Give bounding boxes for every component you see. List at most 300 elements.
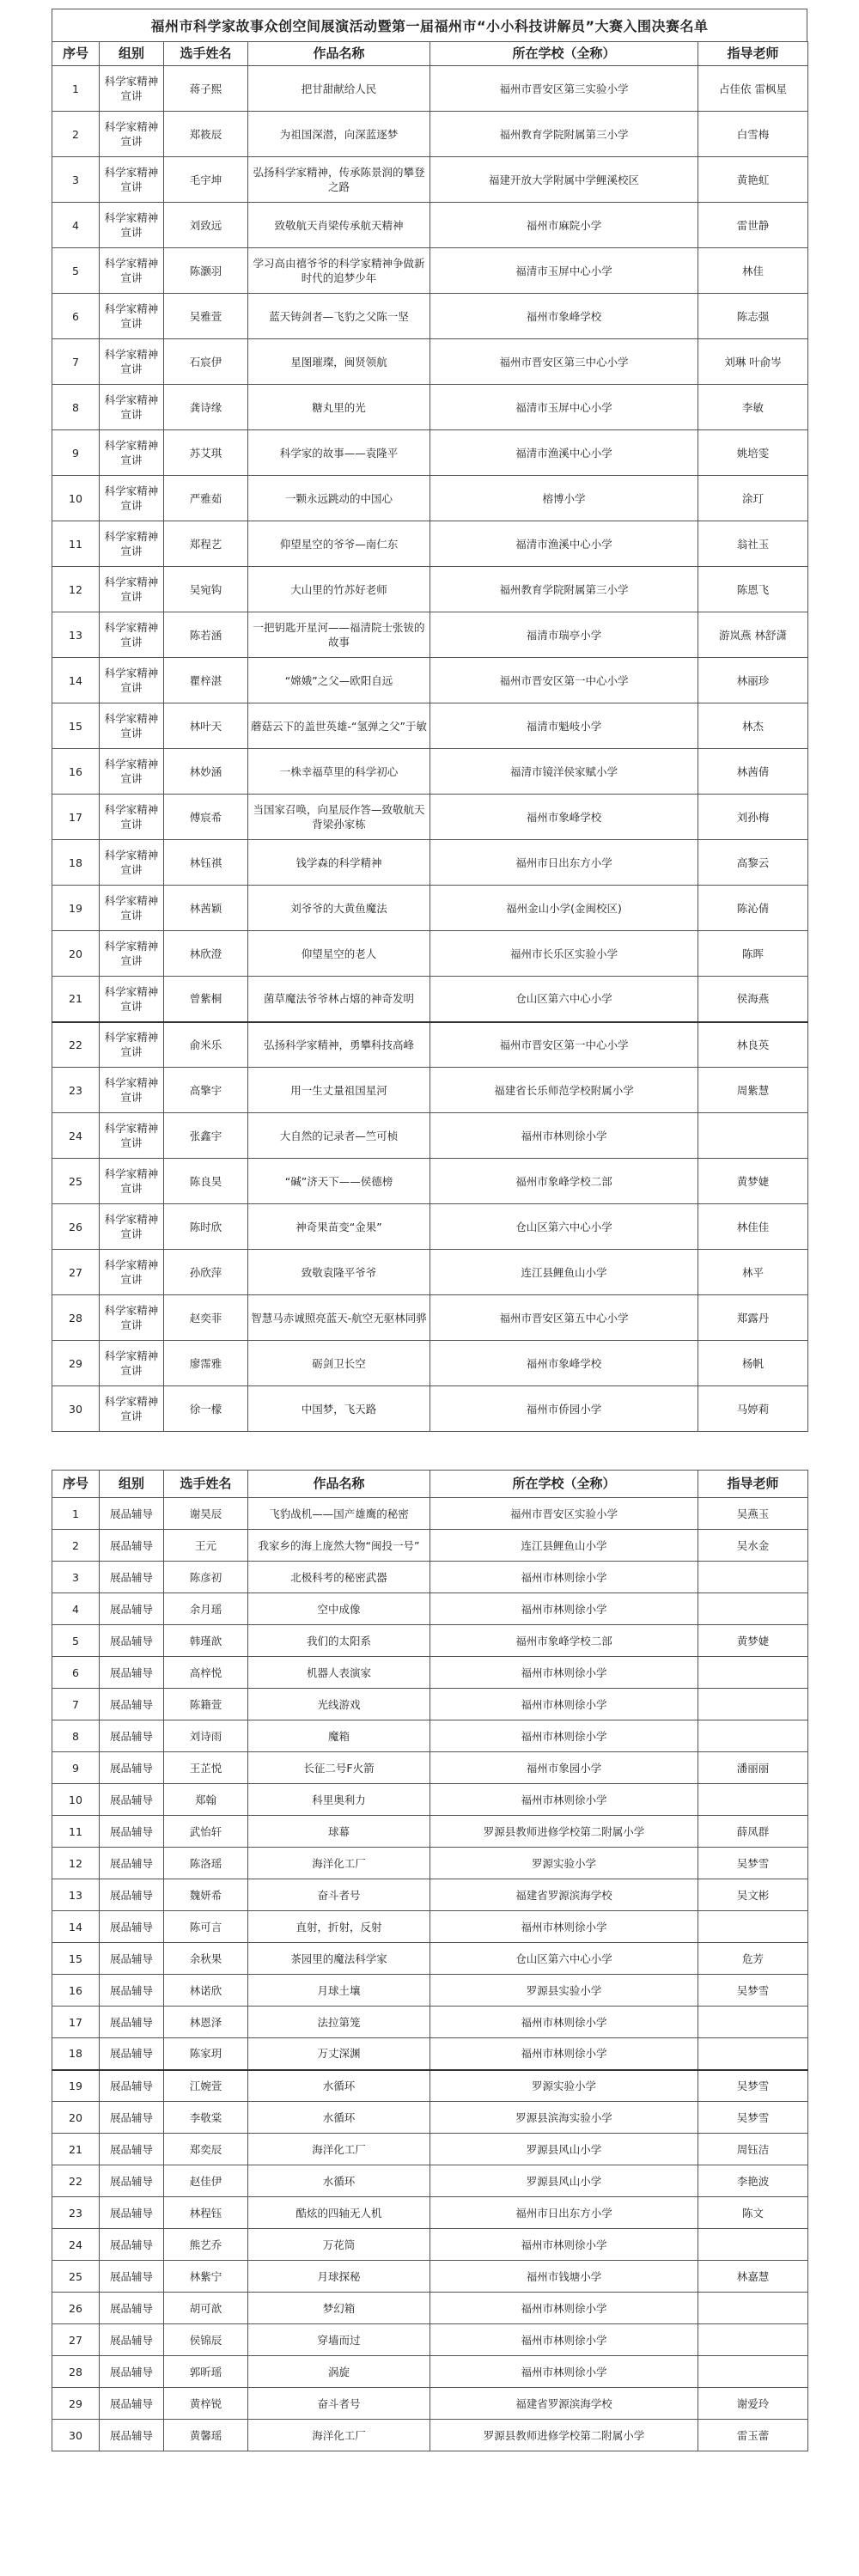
cell-work: 光线游戏 bbox=[248, 1689, 430, 1720]
cell-group: 展品辅导 bbox=[100, 1625, 164, 1657]
cell-name: 俞米乐 bbox=[164, 1022, 248, 1068]
cell-group: 展品辅导 bbox=[100, 2388, 164, 2420]
cell-school: 福州市林则徐小学 bbox=[430, 1911, 698, 1943]
cell-index: 13 bbox=[52, 1879, 100, 1911]
cell-work: 学习高由禧爷爷的科学家精神争做新时代的追梦少年 bbox=[248, 248, 430, 294]
cell-index: 25 bbox=[52, 1159, 100, 1204]
cell-school: 福清市渔溪中心小学 bbox=[430, 430, 698, 476]
cell-work: 穿墙而过 bbox=[248, 2324, 430, 2356]
table-row bbox=[52, 931, 808, 977]
cell-group: 科学家精神宣讲 bbox=[100, 294, 164, 339]
cell-name: 林钰祺 bbox=[164, 840, 248, 886]
table-row bbox=[52, 2070, 808, 2102]
cell-teacher: 雷玉蕾 bbox=[698, 2420, 808, 2451]
cell-school: 福州市晋安区第一中心小学 bbox=[430, 658, 698, 703]
cell-name: 徐一檬 bbox=[164, 1386, 248, 1432]
cell-teacher: 潘丽丽 bbox=[698, 1752, 808, 1784]
cell-teacher: 薛凤群 bbox=[698, 1816, 808, 1848]
cell-work: 水循环 bbox=[248, 2165, 430, 2197]
table-row bbox=[52, 1720, 808, 1752]
cell-teacher: 林良英 bbox=[698, 1022, 808, 1068]
cell-teacher: 白雪梅 bbox=[698, 112, 808, 157]
cell-school: 福州市象峰学校二部 bbox=[430, 1625, 698, 1657]
cell-index: 3 bbox=[52, 157, 100, 203]
cell-group: 展品辅导 bbox=[100, 2324, 164, 2356]
cell-school: 福州市林则徐小学 bbox=[430, 1720, 698, 1752]
cell-work: 长征二号F火箭 bbox=[248, 1752, 430, 1784]
cell-name: 刘诗雨 bbox=[164, 1720, 248, 1752]
cell-name: 蒋子熙 bbox=[164, 66, 248, 112]
cell-name: 余秋果 bbox=[164, 1943, 248, 1975]
table-row bbox=[52, 2165, 808, 2197]
cell-teacher: 李敏 bbox=[698, 385, 808, 430]
cell-index: 21 bbox=[52, 977, 100, 1022]
cell-school: 福清市魁岐小学 bbox=[430, 703, 698, 749]
cell-teacher: 翁社玉 bbox=[698, 521, 808, 567]
table-row bbox=[52, 2134, 808, 2165]
cell-teacher bbox=[698, 1911, 808, 1943]
cell-work: 海洋化工厂 bbox=[248, 1848, 430, 1879]
cell-school: 福州市林则徐小学 bbox=[430, 2007, 698, 2038]
cell-name: 毛宇坤 bbox=[164, 157, 248, 203]
cell-group: 科学家精神宣讲 bbox=[100, 840, 164, 886]
cell-index: 19 bbox=[52, 2070, 100, 2102]
table-row bbox=[52, 977, 808, 1022]
cell-teacher: 吴文彬 bbox=[698, 1879, 808, 1911]
cell-group: 展品辅导 bbox=[100, 2165, 164, 2197]
cell-work: 法拉第笼 bbox=[248, 2007, 430, 2038]
cell-index: 5 bbox=[52, 248, 100, 294]
cell-work: 当国家召唤，向星辰作答—致敬航天背梁孙家栋 bbox=[248, 795, 430, 840]
cell-group: 科学家精神宣讲 bbox=[100, 1341, 164, 1386]
cell-group: 展品辅导 bbox=[100, 1530, 164, 1562]
table-row bbox=[52, 157, 808, 203]
cell-group: 展品辅导 bbox=[100, 1720, 164, 1752]
cell-index: 18 bbox=[52, 2038, 100, 2070]
cell-school: 福清市瑞亭小学 bbox=[430, 612, 698, 658]
cell-name: 高擎宇 bbox=[164, 1068, 248, 1113]
cell-group: 展品辅导 bbox=[100, 2070, 164, 2102]
cell-teacher: 林嘉慧 bbox=[698, 2261, 808, 2293]
cell-school: 罗源县风山小学 bbox=[430, 2134, 698, 2165]
cell-index: 4 bbox=[52, 203, 100, 248]
cell-work: 梦幻箱 bbox=[248, 2293, 430, 2324]
table-row bbox=[52, 203, 808, 248]
cell-index: 10 bbox=[52, 1784, 100, 1816]
cell-name: 武怡轩 bbox=[164, 1816, 248, 1848]
cell-group: 展品辅导 bbox=[100, 1657, 164, 1689]
cell-name: 侯锦辰 bbox=[164, 2324, 248, 2356]
cell-name: 郑翰 bbox=[164, 1784, 248, 1816]
cell-group: 科学家精神宣讲 bbox=[100, 112, 164, 157]
cell-group: 科学家精神宣讲 bbox=[100, 66, 164, 112]
cell-index: 6 bbox=[52, 1657, 100, 1689]
cell-school: 福建省长乐师范学校附属小学 bbox=[430, 1068, 698, 1113]
cell-index: 12 bbox=[52, 567, 100, 612]
cell-teacher: 杨帆 bbox=[698, 1341, 808, 1386]
cell-group: 科学家精神宣讲 bbox=[100, 203, 164, 248]
cell-school: 罗源县实验小学 bbox=[430, 1975, 698, 2007]
cell-work: 把甘甜献给人民 bbox=[248, 66, 430, 112]
cell-teacher: 林杰 bbox=[698, 703, 808, 749]
cell-school: 福州市林则徐小学 bbox=[430, 2356, 698, 2388]
cell-name: 林叶天 bbox=[164, 703, 248, 749]
cell-teacher: 侯海燕 bbox=[698, 977, 808, 1022]
finalist-table-science-lecture bbox=[52, 41, 808, 1432]
cell-index: 22 bbox=[52, 1022, 100, 1068]
cell-name: 郑奕辰 bbox=[164, 2134, 248, 2165]
table-row bbox=[52, 795, 808, 840]
table-row bbox=[52, 1068, 808, 1113]
cell-school: 福州市林则徐小学 bbox=[430, 1562, 698, 1593]
cell-work: 茶园里的魔法科学家 bbox=[248, 1943, 430, 1975]
cell-group: 科学家精神宣讲 bbox=[100, 1068, 164, 1113]
cell-name: 吴宛钩 bbox=[164, 567, 248, 612]
cell-name: 陈时欣 bbox=[164, 1204, 248, 1250]
cell-index: 24 bbox=[52, 2229, 100, 2261]
header-index: 序号 bbox=[52, 42, 100, 66]
cell-name: 吴雅萱 bbox=[164, 294, 248, 339]
cell-group: 科学家精神宣讲 bbox=[100, 157, 164, 203]
header-group: 组别 bbox=[100, 42, 164, 66]
cell-index: 28 bbox=[52, 1295, 100, 1341]
cell-index: 16 bbox=[52, 1975, 100, 2007]
table-row bbox=[52, 430, 808, 476]
cell-school: 福建开放大学附属中学鲤溪校区 bbox=[430, 157, 698, 203]
table-row bbox=[52, 1113, 808, 1159]
cell-group: 展品辅导 bbox=[100, 1593, 164, 1625]
cell-work: 一把钥匙开星河——福清院士张钹的故事 bbox=[248, 612, 430, 658]
cell-name: 李敬棠 bbox=[164, 2102, 248, 2134]
cell-index: 15 bbox=[52, 1943, 100, 1975]
cell-name: 熊艺乔 bbox=[164, 2229, 248, 2261]
cell-school: 仓山区第六中心小学 bbox=[430, 977, 698, 1022]
table-row bbox=[52, 2356, 808, 2388]
cell-school: 福州市林则徐小学 bbox=[430, 2293, 698, 2324]
cell-work: 神奇果苗变“金果” bbox=[248, 1204, 430, 1250]
cell-index: 1 bbox=[52, 66, 100, 112]
cell-group: 科学家精神宣讲 bbox=[100, 567, 164, 612]
cell-index: 10 bbox=[52, 476, 100, 521]
cell-school: 仓山区第六中心小学 bbox=[430, 1204, 698, 1250]
cell-index: 30 bbox=[52, 2420, 100, 2451]
cell-work: 机器人表演家 bbox=[248, 1657, 430, 1689]
cell-group: 展品辅导 bbox=[100, 1911, 164, 1943]
cell-index: 18 bbox=[52, 840, 100, 886]
cell-school: 连江县鲤鱼山小学 bbox=[430, 1530, 698, 1562]
cell-name: 陈良昊 bbox=[164, 1159, 248, 1204]
cell-work: 蘑菇云下的盖世英雄-“氢弹之父”于敏 bbox=[248, 703, 430, 749]
cell-work: 中国梦，飞天路 bbox=[248, 1386, 430, 1432]
cell-work: 水循环 bbox=[248, 2070, 430, 2102]
cell-work: “碱”济天下——侯德榜 bbox=[248, 1159, 430, 1204]
cell-index: 13 bbox=[52, 612, 100, 658]
cell-group: 展品辅导 bbox=[100, 1975, 164, 2007]
cell-teacher: 姚培雯 bbox=[698, 430, 808, 476]
table-row bbox=[52, 1204, 808, 1250]
cell-group: 科学家精神宣讲 bbox=[100, 931, 164, 977]
cell-work: 弘扬科学家精神，传承陈景润的攀登之路 bbox=[248, 157, 430, 203]
cell-name: 苏艾琪 bbox=[164, 430, 248, 476]
cell-name: 林诺欣 bbox=[164, 1975, 248, 2007]
cell-teacher: 陈晖 bbox=[698, 931, 808, 977]
cell-index: 8 bbox=[52, 1720, 100, 1752]
header-name: 选手姓名 bbox=[164, 1471, 248, 1498]
cell-teacher: 刘孙梅 bbox=[698, 795, 808, 840]
cell-work: 月球土壤 bbox=[248, 1975, 430, 2007]
cell-index: 16 bbox=[52, 749, 100, 795]
cell-work: 大自然的记录者—竺可桢 bbox=[248, 1113, 430, 1159]
cell-teacher: 涂玎 bbox=[698, 476, 808, 521]
cell-name: 傅宸希 bbox=[164, 795, 248, 840]
cell-group: 科学家精神宣讲 bbox=[100, 430, 164, 476]
table-row bbox=[52, 886, 808, 931]
cell-work: 大山里的竹苏好老师 bbox=[248, 567, 430, 612]
cell-teacher: 黄梦婕 bbox=[698, 1159, 808, 1204]
cell-name: 黄馨瑶 bbox=[164, 2420, 248, 2451]
cell-index: 5 bbox=[52, 1625, 100, 1657]
cell-teacher: 吴梦雪 bbox=[698, 1975, 808, 2007]
cell-teacher: 吴水金 bbox=[698, 1530, 808, 1562]
header-index: 序号 bbox=[52, 1471, 100, 1498]
cell-group: 展品辅导 bbox=[100, 2293, 164, 2324]
cell-teacher: 周钰洁 bbox=[698, 2134, 808, 2165]
cell-name: 陈家玥 bbox=[164, 2038, 248, 2070]
cell-group: 科学家精神宣讲 bbox=[100, 1022, 164, 1068]
cell-teacher: 游岚燕 林舒潇 bbox=[698, 612, 808, 658]
cell-group: 科学家精神宣讲 bbox=[100, 248, 164, 294]
cell-school: 福州金山小学(金闽校区) bbox=[430, 886, 698, 931]
cell-index: 7 bbox=[52, 1689, 100, 1720]
cell-teacher: 吴梦雪 bbox=[698, 1848, 808, 1879]
cell-index: 29 bbox=[52, 2388, 100, 2420]
cell-work: 科里奥利力 bbox=[248, 1784, 430, 1816]
cell-school: 福州市晋安区第一中心小学 bbox=[430, 1022, 698, 1068]
table-row bbox=[52, 66, 808, 112]
cell-work: 水循环 bbox=[248, 2102, 430, 2134]
cell-school: 福州市钱塘小学 bbox=[430, 2261, 698, 2293]
cell-index: 11 bbox=[52, 1816, 100, 1848]
header-teacher: 指导老师 bbox=[698, 1471, 808, 1498]
cell-teacher bbox=[698, 1562, 808, 1593]
cell-work: 科学家的故事——袁隆平 bbox=[248, 430, 430, 476]
cell-work: 用一生丈量祖国星河 bbox=[248, 1068, 430, 1113]
cell-teacher: 吴梦雪 bbox=[698, 2102, 808, 2134]
cell-school: 罗源实验小学 bbox=[430, 2070, 698, 2102]
cell-teacher: 吴梦雪 bbox=[698, 2070, 808, 2102]
cell-school: 福清市玉屏中心小学 bbox=[430, 248, 698, 294]
table-row bbox=[52, 658, 808, 703]
cell-school: 福清市渔溪中心小学 bbox=[430, 521, 698, 567]
cell-teacher: 林平 bbox=[698, 1250, 808, 1295]
cell-name: 陈彦初 bbox=[164, 1562, 248, 1593]
cell-work: 弘扬科学家精神，勇攀科技高峰 bbox=[248, 1022, 430, 1068]
cell-school: 福州市林则徐小学 bbox=[430, 1593, 698, 1625]
cell-work: 刘爷爷的大黄鱼魔法 bbox=[248, 886, 430, 931]
cell-group: 科学家精神宣讲 bbox=[100, 1204, 164, 1250]
cell-index: 17 bbox=[52, 2007, 100, 2038]
cell-name: 韩瑾歆 bbox=[164, 1625, 248, 1657]
cell-index: 4 bbox=[52, 1593, 100, 1625]
table-row bbox=[52, 1625, 808, 1657]
cell-teacher: 雷世静 bbox=[698, 203, 808, 248]
cell-name: 刘致远 bbox=[164, 203, 248, 248]
finalist-table-exhibit-guide bbox=[52, 1470, 808, 2451]
table-header-row bbox=[52, 42, 808, 66]
cell-group: 展品辅导 bbox=[100, 1752, 164, 1784]
cell-work: 酷炫的四轴无人机 bbox=[248, 2197, 430, 2229]
cell-teacher: 刘琳 叶俞岑 bbox=[698, 339, 808, 385]
cell-teacher bbox=[698, 2324, 808, 2356]
table-row bbox=[52, 2229, 808, 2261]
table-row bbox=[52, 1593, 808, 1625]
table-row bbox=[52, 476, 808, 521]
cell-index: 22 bbox=[52, 2165, 100, 2197]
cell-group: 展品辅导 bbox=[100, 2102, 164, 2134]
cell-work: 致敬袁隆平爷爷 bbox=[248, 1250, 430, 1295]
cell-group: 展品辅导 bbox=[100, 2356, 164, 2388]
table-row bbox=[52, 1784, 808, 1816]
cell-teacher: 林丽珍 bbox=[698, 658, 808, 703]
table-row bbox=[52, 2388, 808, 2420]
cell-name: 陈洛瑶 bbox=[164, 1848, 248, 1879]
document-title: 福州市科学家故事众创空间展演活动暨第一届福州市“小小科技讲解员”大赛入围决赛名单 bbox=[52, 9, 807, 41]
cell-school: 罗源县滨海实验小学 bbox=[430, 2102, 698, 2134]
cell-work: 糖丸里的光 bbox=[248, 385, 430, 430]
cell-group: 科学家精神宣讲 bbox=[100, 703, 164, 749]
cell-name: 严雅茹 bbox=[164, 476, 248, 521]
cell-index: 30 bbox=[52, 1386, 100, 1432]
cell-name: 谢昊辰 bbox=[164, 1498, 248, 1530]
cell-work: 奋斗者号 bbox=[248, 1879, 430, 1911]
table-row bbox=[52, 703, 808, 749]
cell-name: 龚诗缘 bbox=[164, 385, 248, 430]
cell-school: 福州市林则徐小学 bbox=[430, 1784, 698, 1816]
table-row bbox=[52, 1911, 808, 1943]
cell-index: 15 bbox=[52, 703, 100, 749]
cell-teacher: 危芳 bbox=[698, 1943, 808, 1975]
cell-school: 福建省罗源滨海学校 bbox=[430, 2388, 698, 2420]
cell-teacher: 谢爱玲 bbox=[698, 2388, 808, 2420]
cell-group: 展品辅导 bbox=[100, 1689, 164, 1720]
table-row bbox=[52, 749, 808, 795]
cell-teacher: 黄梦婕 bbox=[698, 1625, 808, 1657]
cell-work: 涡旋 bbox=[248, 2356, 430, 2388]
cell-name: 江婉萱 bbox=[164, 2070, 248, 2102]
cell-index: 1 bbox=[52, 1498, 100, 1530]
table-row bbox=[52, 2102, 808, 2134]
cell-index: 20 bbox=[52, 2102, 100, 2134]
cell-work: 我们的太阳系 bbox=[248, 1625, 430, 1657]
cell-index: 7 bbox=[52, 339, 100, 385]
table-row bbox=[52, 1386, 808, 1432]
cell-index: 23 bbox=[52, 2197, 100, 2229]
cell-school: 福清市玉屏中心小学 bbox=[430, 385, 698, 430]
table-row bbox=[52, 112, 808, 157]
cell-school: 罗源实验小学 bbox=[430, 1848, 698, 1879]
cell-teacher: 陈恩飞 bbox=[698, 567, 808, 612]
cell-teacher bbox=[698, 1784, 808, 1816]
cell-school: 福州市林则徐小学 bbox=[430, 2038, 698, 2070]
cell-teacher: 郑露丹 bbox=[698, 1295, 808, 1341]
table-row bbox=[52, 1879, 808, 1911]
cell-teacher bbox=[698, 2229, 808, 2261]
table-row bbox=[52, 1250, 808, 1295]
cell-teacher bbox=[698, 1113, 808, 1159]
cell-index: 28 bbox=[52, 2356, 100, 2388]
cell-school: 福州教育学院附属第三小学 bbox=[430, 567, 698, 612]
cell-name: 郑筱辰 bbox=[164, 112, 248, 157]
table-row bbox=[52, 1943, 808, 1975]
cell-teacher: 李艳波 bbox=[698, 2165, 808, 2197]
header-work: 作品名称 bbox=[248, 1471, 430, 1498]
cell-group: 展品辅导 bbox=[100, 2229, 164, 2261]
cell-school: 福州教育学院附属第三小学 bbox=[430, 112, 698, 157]
cell-school: 福建省罗源滨海学校 bbox=[430, 1879, 698, 1911]
cell-work: 智慧马赤诚照亮蓝天-航空无驱林同骅 bbox=[248, 1295, 430, 1341]
cell-name: 陈可言 bbox=[164, 1911, 248, 1943]
table-row bbox=[52, 1848, 808, 1879]
cell-name: 余月瑶 bbox=[164, 1593, 248, 1625]
cell-index: 14 bbox=[52, 658, 100, 703]
cell-group: 科学家精神宣讲 bbox=[100, 749, 164, 795]
cell-work: 砺剑卫长空 bbox=[248, 1341, 430, 1386]
cell-name: 瞿梓湛 bbox=[164, 658, 248, 703]
cell-index: 12 bbox=[52, 1848, 100, 1879]
cell-group: 展品辅导 bbox=[100, 1498, 164, 1530]
cell-name: 林茜颖 bbox=[164, 886, 248, 931]
cell-work: 我家乡的海上庞然大物“闽投一号” bbox=[248, 1530, 430, 1562]
cell-school: 福州市象峰学校 bbox=[430, 294, 698, 339]
cell-group: 科学家精神宣讲 bbox=[100, 1250, 164, 1295]
cell-school: 福州市侨园小学 bbox=[430, 1386, 698, 1432]
cell-work: 海洋化工厂 bbox=[248, 2420, 430, 2451]
cell-work: 仰望星空的爷爷—南仁东 bbox=[248, 521, 430, 567]
table-row bbox=[52, 1498, 808, 1530]
table-row bbox=[52, 2038, 808, 2070]
cell-work: 为祖国深潜，向深蓝逐梦 bbox=[248, 112, 430, 157]
cell-school: 福州市林则徐小学 bbox=[430, 2324, 698, 2356]
table-row bbox=[52, 1295, 808, 1341]
header-work: 作品名称 bbox=[248, 42, 430, 66]
cell-name: 林欣澄 bbox=[164, 931, 248, 977]
cell-name: 胡可歆 bbox=[164, 2293, 248, 2324]
cell-school: 罗源县风山小学 bbox=[430, 2165, 698, 2197]
cell-school: 福州市长乐区实验小学 bbox=[430, 931, 698, 977]
cell-teacher: 陈文 bbox=[698, 2197, 808, 2229]
cell-group: 科学家精神宣讲 bbox=[100, 977, 164, 1022]
cell-school: 福州市日出东方小学 bbox=[430, 840, 698, 886]
cell-teacher: 周紫慧 bbox=[698, 1068, 808, 1113]
header-group: 组别 bbox=[100, 1471, 164, 1498]
cell-index: 20 bbox=[52, 931, 100, 977]
document-page bbox=[52, 9, 807, 2451]
cell-work: 空中成像 bbox=[248, 1593, 430, 1625]
cell-group: 展品辅导 bbox=[100, 2134, 164, 2165]
cell-name: 曾紫桐 bbox=[164, 977, 248, 1022]
header-school: 所在学校（全称） bbox=[430, 1471, 698, 1498]
cell-name: 郭昕瑶 bbox=[164, 2356, 248, 2388]
table-row bbox=[52, 385, 808, 430]
cell-teacher bbox=[698, 1689, 808, 1720]
cell-school: 福州市象峰学校 bbox=[430, 1341, 698, 1386]
cell-group: 展品辅导 bbox=[100, 2197, 164, 2229]
cell-group: 展品辅导 bbox=[100, 1848, 164, 1879]
cell-teacher: 陈志强 bbox=[698, 294, 808, 339]
cell-group: 展品辅导 bbox=[100, 1879, 164, 1911]
cell-name: 黄梓锐 bbox=[164, 2388, 248, 2420]
cell-group: 科学家精神宣讲 bbox=[100, 1159, 164, 1204]
